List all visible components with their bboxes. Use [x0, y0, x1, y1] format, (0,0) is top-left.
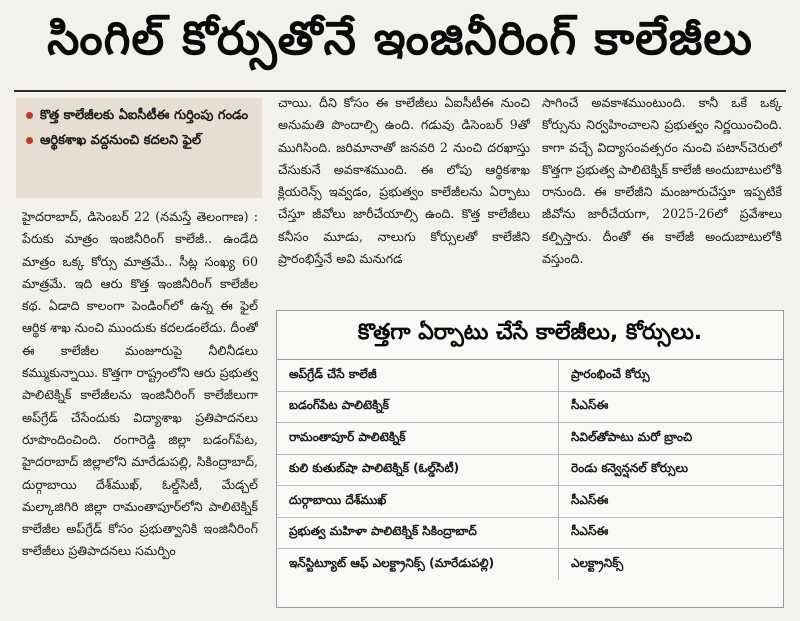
article-column-2: [278, 92, 530, 298]
article-text: చాయి. దీని కోసం ఈ కాలేజీలు ఏఐసీటీఈ నుంచి అనుమతి పొందాల్సి ఉంది. గడువు డిసెంబర్ 9తో ముగిసింది. జరిమానాతో జనవరి 2 నుంచి దరఖాస్తు చేసుకునే అవకాశముంది. ఈ లోపు ఆర్థికశాఖ క్లియరెన్స్ ఇవ్వడం, ప్రభుత్వం కాలేజీలను ఏర్పాటు చేస్తూ జీవోలు జారీచేయాల్సి ఉంది. కొత్త కాలేజీలు కనీసం మూడు, నాలుగు కోర్సులతో కాలేజీని ప్రారంభిస్తేనే అవి మనుగడ: [278, 95, 530, 267]
table-row: [277, 549, 783, 580]
table-cell: ప్రభుత్వ మహిళా పాలిటెక్నిక్ సికింద్రాబాద్: [277, 518, 559, 549]
table-cell: సీఎస్ఈ: [571, 524, 609, 539]
table-cell: ఎలక్ట్రానిక్స్: [571, 555, 624, 570]
highlight-text: కొత్త కాలేజీలకు ఏఐసీటీఈ గుర్తింపు గండం: [40, 108, 249, 123]
table-cell: దుర్గాబాయి దేశ్‌ముఖ్: [277, 486, 559, 517]
table-row: [277, 455, 783, 487]
table-cell: సీఎస్ఈ: [571, 492, 609, 507]
table-title: కొత్తగా ఏర్పాటు చేసే కాలేజీలు, కోర్సులు.: [277, 311, 783, 360]
highlight-item: [24, 131, 254, 150]
table-row: [277, 486, 783, 518]
table-cell: రామంతాపూర్ పాలిటెక్నిక్: [277, 423, 559, 454]
table-cell: కులి కుతుబ్‌షా పాలిటెక్నిక్ (ఓల్డ్‌సిటీ): [277, 455, 559, 486]
headline: సింగిల్ కోర్సుతోనే ఇంజినీరింగ్ కాలేజీలు: [47, 11, 753, 65]
colleges-table: [276, 310, 784, 608]
bullet-icon: [26, 112, 33, 119]
highlight-text: ఆర్థికశాఖ వద్దనుంచి కదలని ఫైల్: [40, 133, 202, 148]
table-cell: రెండు కన్వెన్షనల్ కోర్సులు: [571, 461, 689, 476]
table-cell: అప్‌గ్రేడ్ చేసే కాలేజీ: [277, 360, 559, 391]
table-cell: సీఎస్ఈ: [571, 398, 609, 413]
bullet-icon: [26, 137, 33, 144]
table-row: [277, 392, 783, 424]
table-cell: సివిల్‌తోపాటు మరో బ్రాంచి: [571, 429, 693, 444]
highlights-box: [16, 98, 262, 198]
table-cell: ప్రారంభించే కోర్సు: [571, 366, 650, 381]
table-row: [277, 518, 783, 550]
table-row: [277, 423, 783, 455]
highlight-item: [24, 106, 254, 125]
article-column-1: [22, 206, 258, 616]
table-cell: బడంగ్‌పేట పాలిటెక్నిక్: [277, 392, 559, 423]
article-text: హైదరాబాద్, డిసెంబర్ 22 (నమస్తే తెలంగాణ) : పేరుకు మాత్రం ఇంజినీరింగ్ కాలేజీ.. ఉండేది మాత్రం ఒక్క కోర్సు మాత్రమే.. సీట్ల సంఖ్య 60 మాత్రమే. ఇది ఆరు కొత్త ఇంజినీరింగ్ కాలేజీల కథ. ఏడాది కాలంగా పెండింగ్‌లో ఉన్న ఈ ఫైల్ ఆర్థిక శాఖ నుంచి ముందుకు కదలడంలేదు. దీంతో ఈ కాలేజీల మంజూరుపై నీలినీడలు కమ్ముకున్నాయి. కొత్తగా రాష్ట్రంలోని ఆరు ప్రభుత్వ పాలిటెక్నిక్ కాలేజీలను ఇంజినీరింగ్ కాలేజీలుగా అప్‌గ్రేడ్ చేసేందుకు విద్యాశాఖ ప్రతిపాదనలు రూపొందించింది. రంగారెడ్డి జిల్లా బడంగ్‌పేట, హైదరాబాద్ జిల్లాలోని మారేడుపల్లి, సికింద్రాబాద్, దుర్గాబాయి దేశ్‌ముఖ్, ఓల్డ్‌సిటీ, మేడ్చల్ మల్కాజిగిరి జిల్లా రామంతాపూర్‌లోని పాలిటెక్నిక్ కాలేజీల అప్‌గ్రేడ్ కోసం ప్రభుత్వానికి ఇంజినీరింగ్ కాలేజీలు ప్రతిపాదనలు సమర్పిం: [22, 209, 258, 559]
table-row: [277, 360, 783, 392]
article-text: సాగించే అవకాశముంటుంది. కానీ ఒకే ఒక్క కోర్సును నిర్వహించాలని ప్రభుత్వం నిర్ణయించింది. కాగా వచ్చే విద్యాసంవత్సరం నుంచి పటాన్‌చెరులో కొత్తగా ప్రభుత్వ పాలిటెక్నిక్ కాలేజీ అందుబాటులోకి రానుంది. ఈ కాలేజీని మంజూరుచేస్తూ ఇప్పటికే జీవోను జారీచేయగా, 2025-26లో ప్రవేశాలు కల్పిస్తారు. దీంతో ఈ కాలేజీ అందుబాటులోకి వస్తుంది.: [542, 95, 782, 267]
table-cell: ఇన్‌స్టిట్యూట్ ఆఫ్ ఎలక్ట్రానిక్స్ (మారేడుపల్లి): [277, 549, 559, 580]
article-column-3: [542, 92, 782, 298]
